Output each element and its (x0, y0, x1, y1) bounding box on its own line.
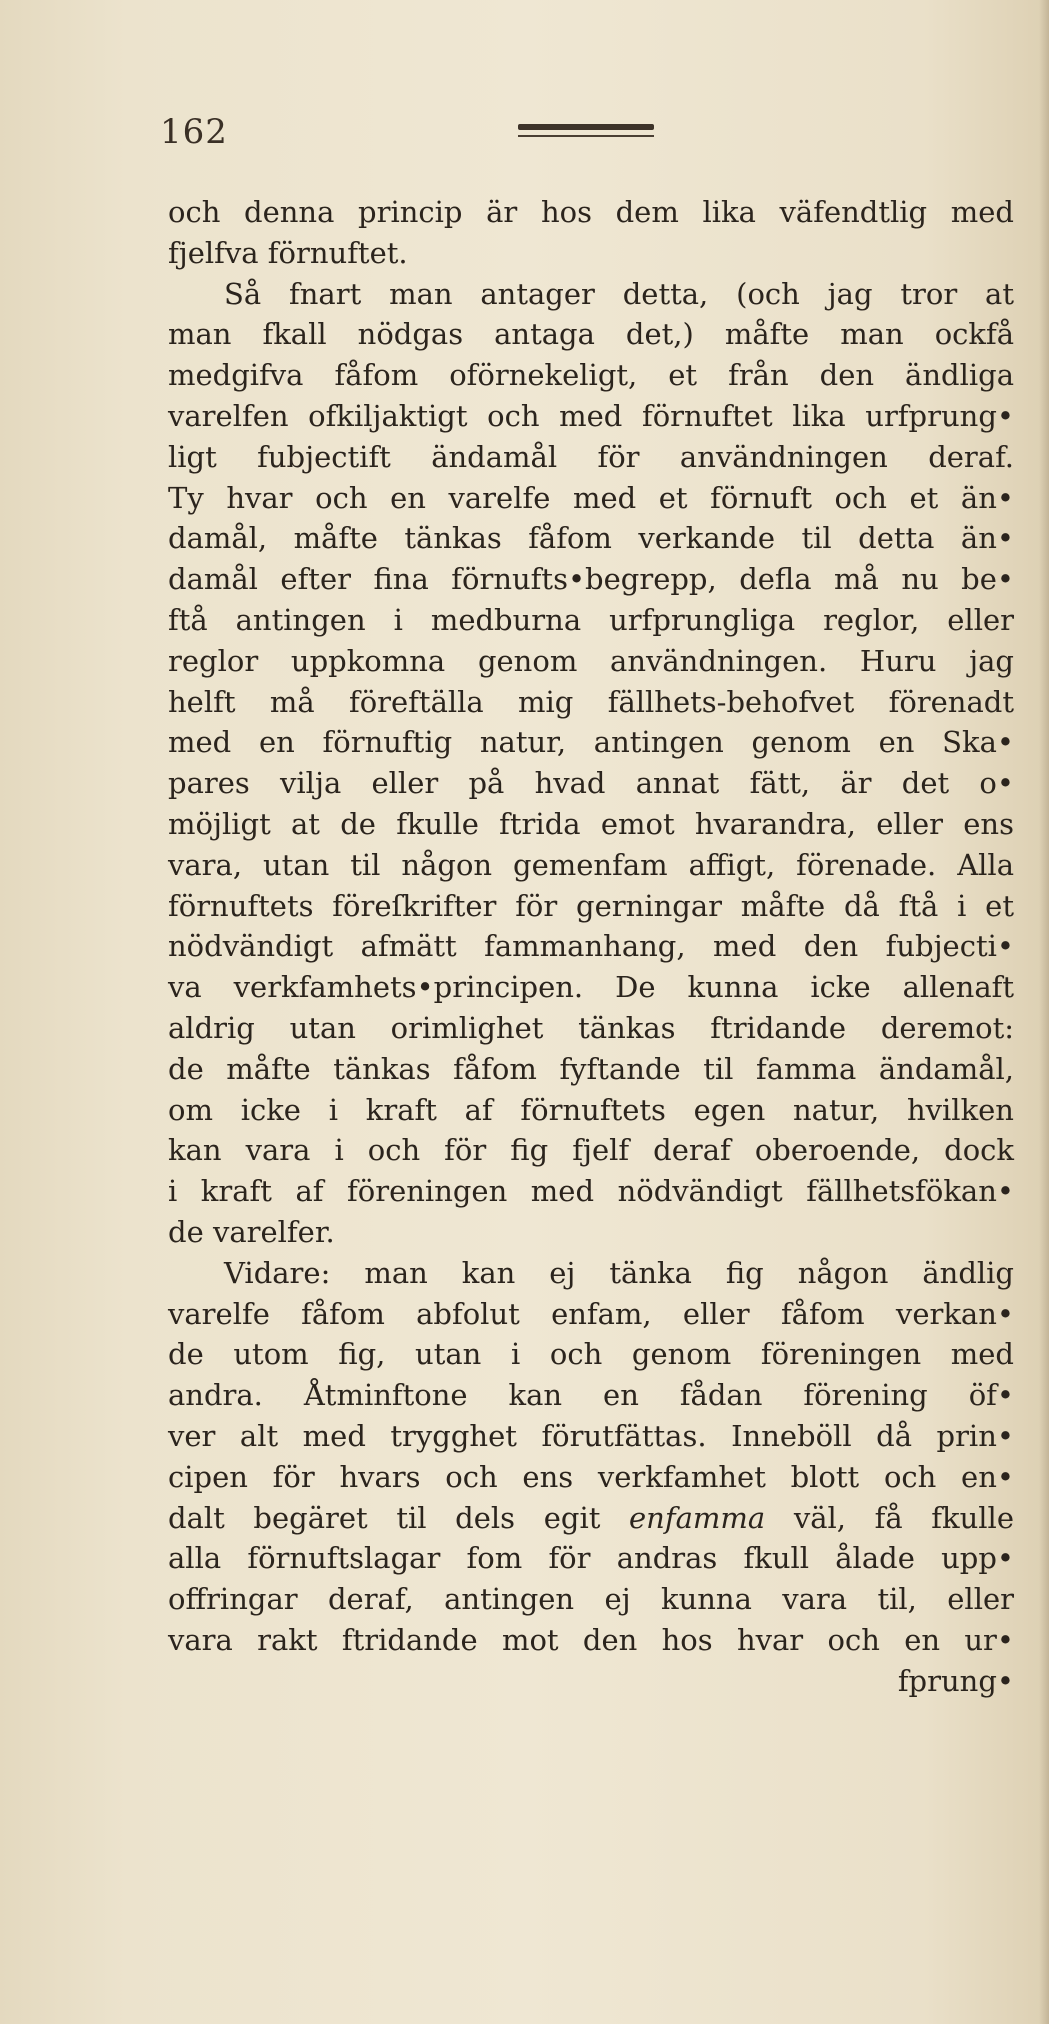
text-line: aldrig utan orimlighet tänkas ftridande deremot: (168, 1010, 1014, 1045)
header-rule-ornament (518, 124, 654, 142)
text-line: man fkall nödgas antaga det,) måfte man ockfå (168, 317, 1014, 352)
header-rule-thick (518, 124, 654, 130)
text-line: Ty hvar och en varelfe med et förnuft och et än• (168, 480, 1014, 515)
text-line: pares vilja eller på hvad annat fätt, är det o• (168, 766, 1014, 801)
text-line: varelfe fåfom abfolut enfam, eller fåfom verkan• (168, 1296, 1014, 1331)
text-line: reglor uppkomna genom användningen. Huru jag (168, 643, 1014, 678)
text-line: Så fnart man antager detta, (och jag tror at (224, 276, 1014, 311)
text-line: fprung• (897, 1663, 1014, 1698)
text-line: de utom fig, utan i och genom föreningen med (168, 1337, 1014, 1372)
text-line: helft må föreftälla mig fällhets-behofvet förenadt (168, 684, 1014, 719)
text-line: ver alt med trygghet förutfättas. Inneböll då prin• (168, 1418, 1014, 1453)
text-line: vara, utan til någon gemenfam affigt, förenade. Alla (168, 847, 1014, 882)
text-line: med en förnuftig natur, antingen genom en Ska• (168, 725, 1014, 760)
text-line: vara rakt ftridande mot den hos hvar och en ur• (168, 1622, 1014, 1657)
text-line: de varelfer. (168, 1214, 335, 1249)
body-text (168, 192, 1014, 1701)
text-line: ligt fubjectift ändamål för användningen deraf. (168, 439, 1014, 474)
text-line: i kraft af föreningen med nödvändigt fällhetsfökan• (168, 1174, 1014, 1209)
text-line: ftå antingen i medburna urfprungliga reglor, eller (168, 602, 1014, 637)
text-line: kan vara i och för fig fjelf deraf oberoende, dock (168, 1133, 1014, 1168)
text-line: de måfte tänkas fåfom fyftande til famma ändamål, (168, 1051, 1014, 1086)
text-line: medgifva fåfom oförnekeligt, et från den ändliga (168, 358, 1014, 393)
text-line: och denna princip är hos dem lika väfendtlig med (168, 195, 1014, 229)
text-line: dalt begäret til dels egit enfamma väl, få fkulle (168, 1500, 1014, 1535)
text-line: damål, måfte tänkas fåfom verkande til detta än• (168, 521, 1014, 556)
text-line: nödvändigt afmätt fammanhang, med den fubjecti• (168, 929, 1014, 964)
text-line: offringar deraf, antingen ej kunna vara til, eller (168, 1582, 1014, 1617)
page-number: 162 (160, 112, 228, 152)
text-line: damål efter fina förnufts•begrepp, defla må nu be• (168, 562, 1014, 597)
text-line: om icke i kraft af förnuftets egen natur, hvilken (168, 1092, 1014, 1127)
text-line: alla förnuftslagar fom för andras fkull ålade upp• (168, 1541, 1014, 1576)
text-line: cipen för hvars och ens verkfamhet blott och en• (168, 1459, 1014, 1494)
text-line: förnuftets föreſkrifter för gerningar måfte då ftå i et (168, 888, 1014, 923)
italic-word: enfamma (629, 1500, 766, 1535)
text-line: andra. Åtminftone kan en fådan förening öf• (168, 1378, 1014, 1413)
text-line: varelfen ofkiljaktigt och med förnuftet lika urfprung• (168, 398, 1014, 433)
text-line: Vidare: man kan ej tänka fig någon ändlig (224, 1255, 1014, 1290)
header-rule-thin (518, 135, 654, 137)
text-line: va verkfamhets•principen. De kunna icke allenaft (168, 970, 1014, 1005)
text-line: fjelfva förnuftet. (168, 235, 408, 270)
text-line: möjligt at de fkulle ftrida emot hvarandra, eller ens (168, 806, 1014, 841)
